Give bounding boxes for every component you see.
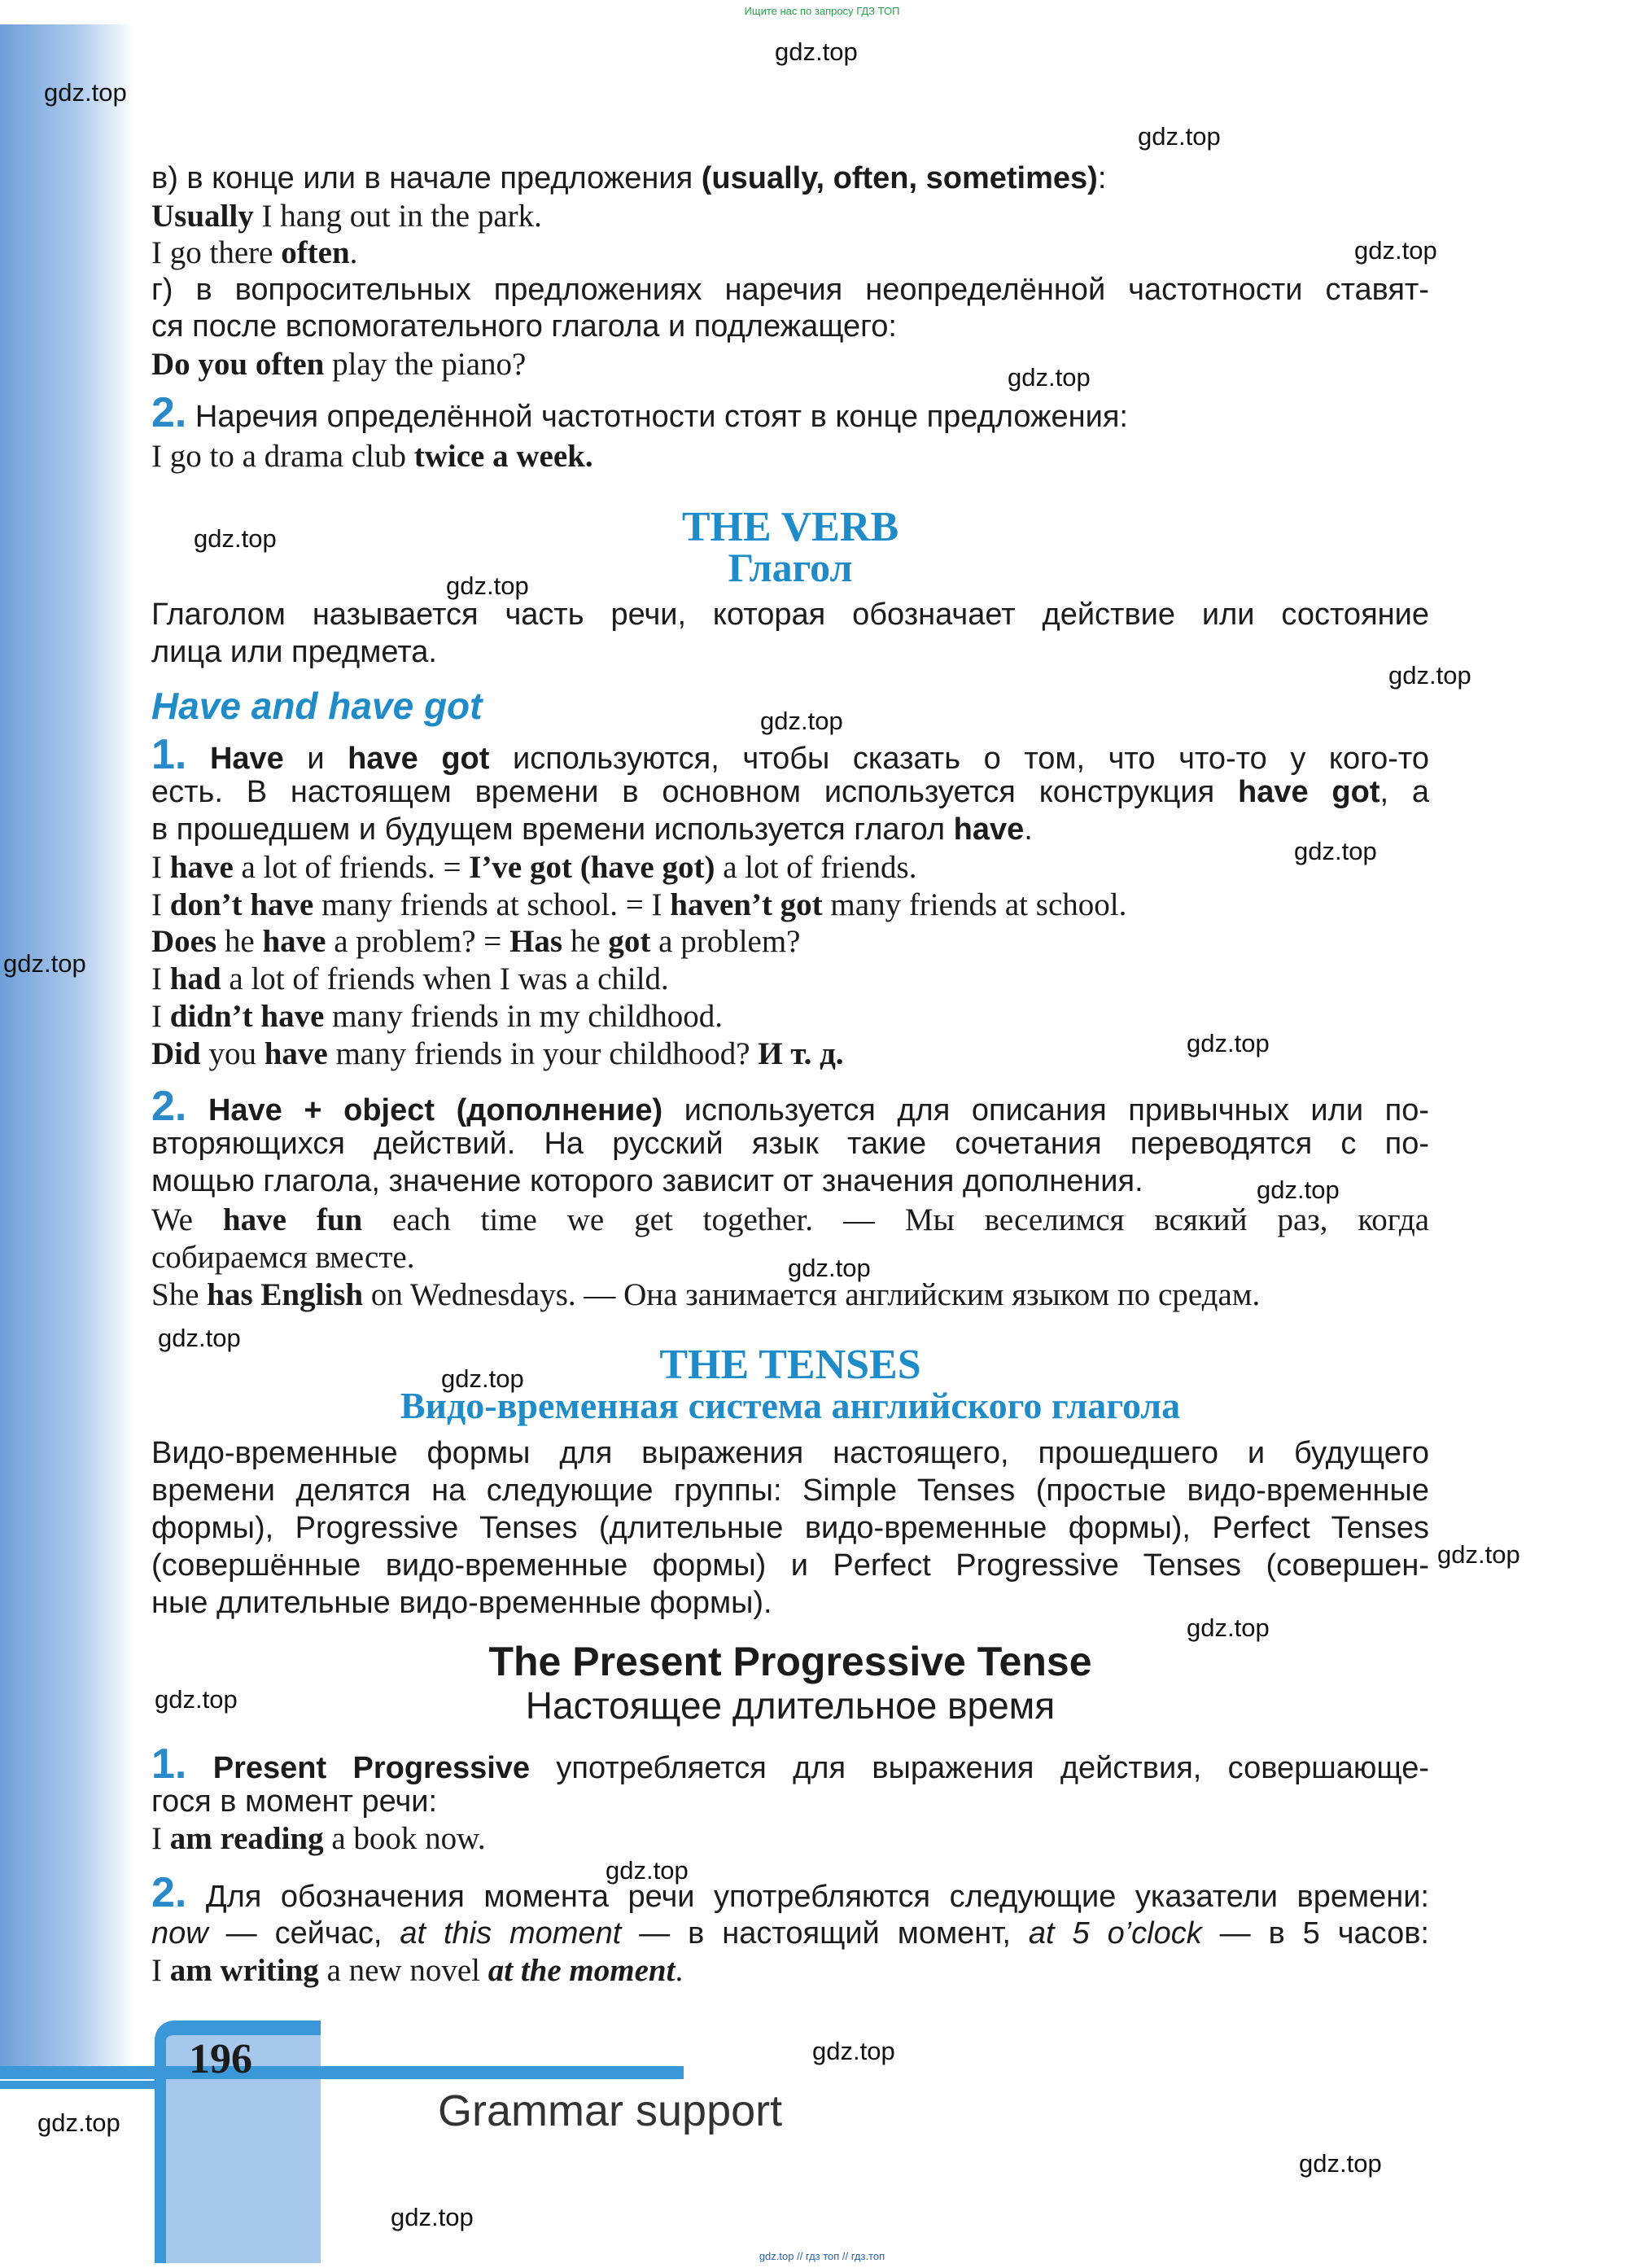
watermark-stamp: gdz.top (812, 2037, 895, 2065)
watermark-stamp: gdz.top (1354, 236, 1437, 265)
verb-definition-line1: Глаголом называется часть речи, которая обозначает действие или состояние (151, 598, 1429, 632)
rule-number: 2. (151, 1083, 187, 1130)
tenses-text-line5: ные длительные видо-временные формы). (151, 1586, 772, 1620)
watermark-stamp: gdz.top (1299, 2149, 1382, 2178)
footer-rule-lower (0, 2081, 163, 2089)
pp-rule-1-line2: гося в момент речи: (151, 1784, 438, 1819)
tenses-text-line1: Видо-временные формы для выражения настоящего, прошедшего и будущего (151, 1436, 1429, 1470)
watermark-stamp: gdz.top (44, 78, 127, 107)
watermark-stamp: gdz.top (441, 1364, 524, 1393)
watermark-stamp: gdz.top (1187, 1613, 1270, 1642)
have-got-heading: Have and have got (151, 685, 483, 727)
pp-rule-1-line1: 1. Present Progressive употребляется для выражения действия, совершающе- (151, 1740, 1430, 1788)
have-rule-1-line1: 1. Have и have got используются, чтобы сказать о том, что что-то у кого-то (151, 731, 1430, 778)
adverb-rule-g-line2: ся после вспомогательного глагола и подлежащего: (151, 309, 897, 344)
tenses-title: THE TENSES (659, 1342, 921, 1388)
present-progressive-title: The Present Progressive Tense (488, 1639, 1092, 1684)
watermark-stamp: gdz.top (37, 2108, 120, 2137)
example-often: I go there often. (151, 235, 358, 270)
tenses-text-line2: времени делятся на следующие группы: Simple Tenses (простые видо-временные (151, 1473, 1429, 1508)
verb-title: THE VERB (681, 504, 899, 550)
pp-rule-2-line1: 2. Для обозначения момента речи употребляются следующие указатели времени: (151, 1869, 1429, 1916)
watermark-stamp: gdz.top (158, 1324, 241, 1352)
watermark-stamp: gdz.top (1138, 122, 1221, 151)
footer-rule (0, 2066, 684, 2079)
watermark-stamp: gdz.top (760, 707, 843, 735)
example-didnt-have: I didn’t have many friends in my childhood. (151, 999, 723, 1034)
present-progressive-subtitle: Настоящее длительное время (525, 1684, 1056, 1727)
watermark-stamp: gdz.top (1008, 363, 1091, 392)
left-margin-gradient (0, 24, 134, 2076)
have-rule-2-line1: 2. Have + object (дополнение) используется для описания привычных или по- (151, 1083, 1429, 1130)
watermark-stamp: gdz.top (606, 1856, 689, 1885)
watermark-stamp: gdz.top (1388, 661, 1471, 690)
page-number: 196 (189, 2036, 252, 2082)
verb-definition-line2: лица или предмета. (151, 635, 437, 669)
example-have-fun-line2: собираемся вместе. (151, 1240, 415, 1275)
rule-number: 2. (151, 389, 187, 436)
have-rule-1-line2: есть. В настоящем времени в основном используется конструкция have got, а (151, 775, 1430, 809)
example-have-a-lot: I have a lot of friends. = I’ve got (have got) a lot of friends. (151, 850, 917, 885)
watermark-stamp: gdz.top (155, 1685, 238, 1714)
rule-number: 1. (151, 1740, 187, 1788)
watermark-stamp: gdz.top (775, 37, 858, 66)
bottom-watermark: gdz.top // гдз топ // гдз.топ (759, 2250, 885, 2262)
verb-subtitle: Глагол (728, 545, 853, 590)
footer-section-title: Grammar support (438, 2086, 783, 2135)
example-am-reading: I am reading a book now. (151, 1821, 486, 1856)
rule-number: 2. (151, 1869, 187, 1916)
have-rule-2-line2: вторяющихся действий. На русский язык такие сочетания переводятся с по- (151, 1127, 1429, 1161)
top-watermark: Ищите нас по запросу ГДЗ ТОП (744, 5, 900, 17)
tenses-text-line3: формы), Progressive Tenses (длительные видо-временные формы), Perfect Tenses (151, 1511, 1429, 1545)
example-did-you-have: Did you have many friends in your childhood? И т. д. (151, 1036, 844, 1071)
have-rule-2-line3: мощью глагола, значение которого зависит от значения дополнения. (151, 1164, 1143, 1198)
watermark-stamp: gdz.top (446, 571, 529, 600)
watermark-stamp: gdz.top (1187, 1029, 1270, 1057)
example-does-he-have: Does he have a problem? = Has he got a problem? (151, 924, 801, 959)
example-have-fun: We have fun each time we get together. — Мы веселимся всякий раз, когда (151, 1202, 1430, 1237)
example-do-you-often: Do you often play the piano? (151, 347, 527, 382)
watermark-stamp: gdz.top (3, 949, 86, 978)
watermark-stamp: gdz.top (1437, 1540, 1520, 1569)
watermark-stamp: gdz.top (1257, 1176, 1340, 1204)
example-usually: Usually I hang out in the park. (151, 199, 542, 234)
watermark-stamp: gdz.top (1294, 837, 1377, 865)
adverb-rule-v: в) в конце или в начале предложения (usually, often, sometimes): (151, 161, 1107, 195)
example-am-writing: I am writing a new novel at the moment. (151, 1953, 684, 1988)
have-rule-1-line3: в прошедшем и будущем времени используется глагол have. (151, 812, 1033, 847)
watermark-stamp: gdz.top (788, 1254, 871, 1282)
pp-rule-2-line2: now — сейчас, at this moment — в настоящий момент, at 5 o’clock — в 5 часов: (151, 1916, 1429, 1951)
tenses-text-line4: (совершённые видо-временные формы) и Perfect Progressive Tenses (совершен- (151, 1548, 1429, 1583)
example-has-english: She has English on Wednesdays. — Она занимается английским языком по средам. (151, 1277, 1261, 1312)
example-twice-a-week: I go to a drama club twice a week. (151, 439, 593, 474)
example-dont-have: I don’t have many friends at school. = I haven’t got many friends at school. (151, 887, 1127, 922)
tenses-subtitle: Видо-временная система английского глагола (400, 1385, 1181, 1426)
rule-number: 1. (151, 731, 187, 778)
adverb-rule-2: 2. Наречия определённой частотности стоят в конце предложения: (151, 389, 1128, 436)
watermark-stamp: gdz.top (391, 2203, 474, 2231)
adverb-rule-g-line1: г) в вопросительных предложениях наречия неопределённой частотности ставят- (151, 273, 1429, 307)
watermark-stamp: gdz.top (194, 524, 277, 553)
example-had: I had a lot of friends when I was a child. (151, 961, 669, 996)
